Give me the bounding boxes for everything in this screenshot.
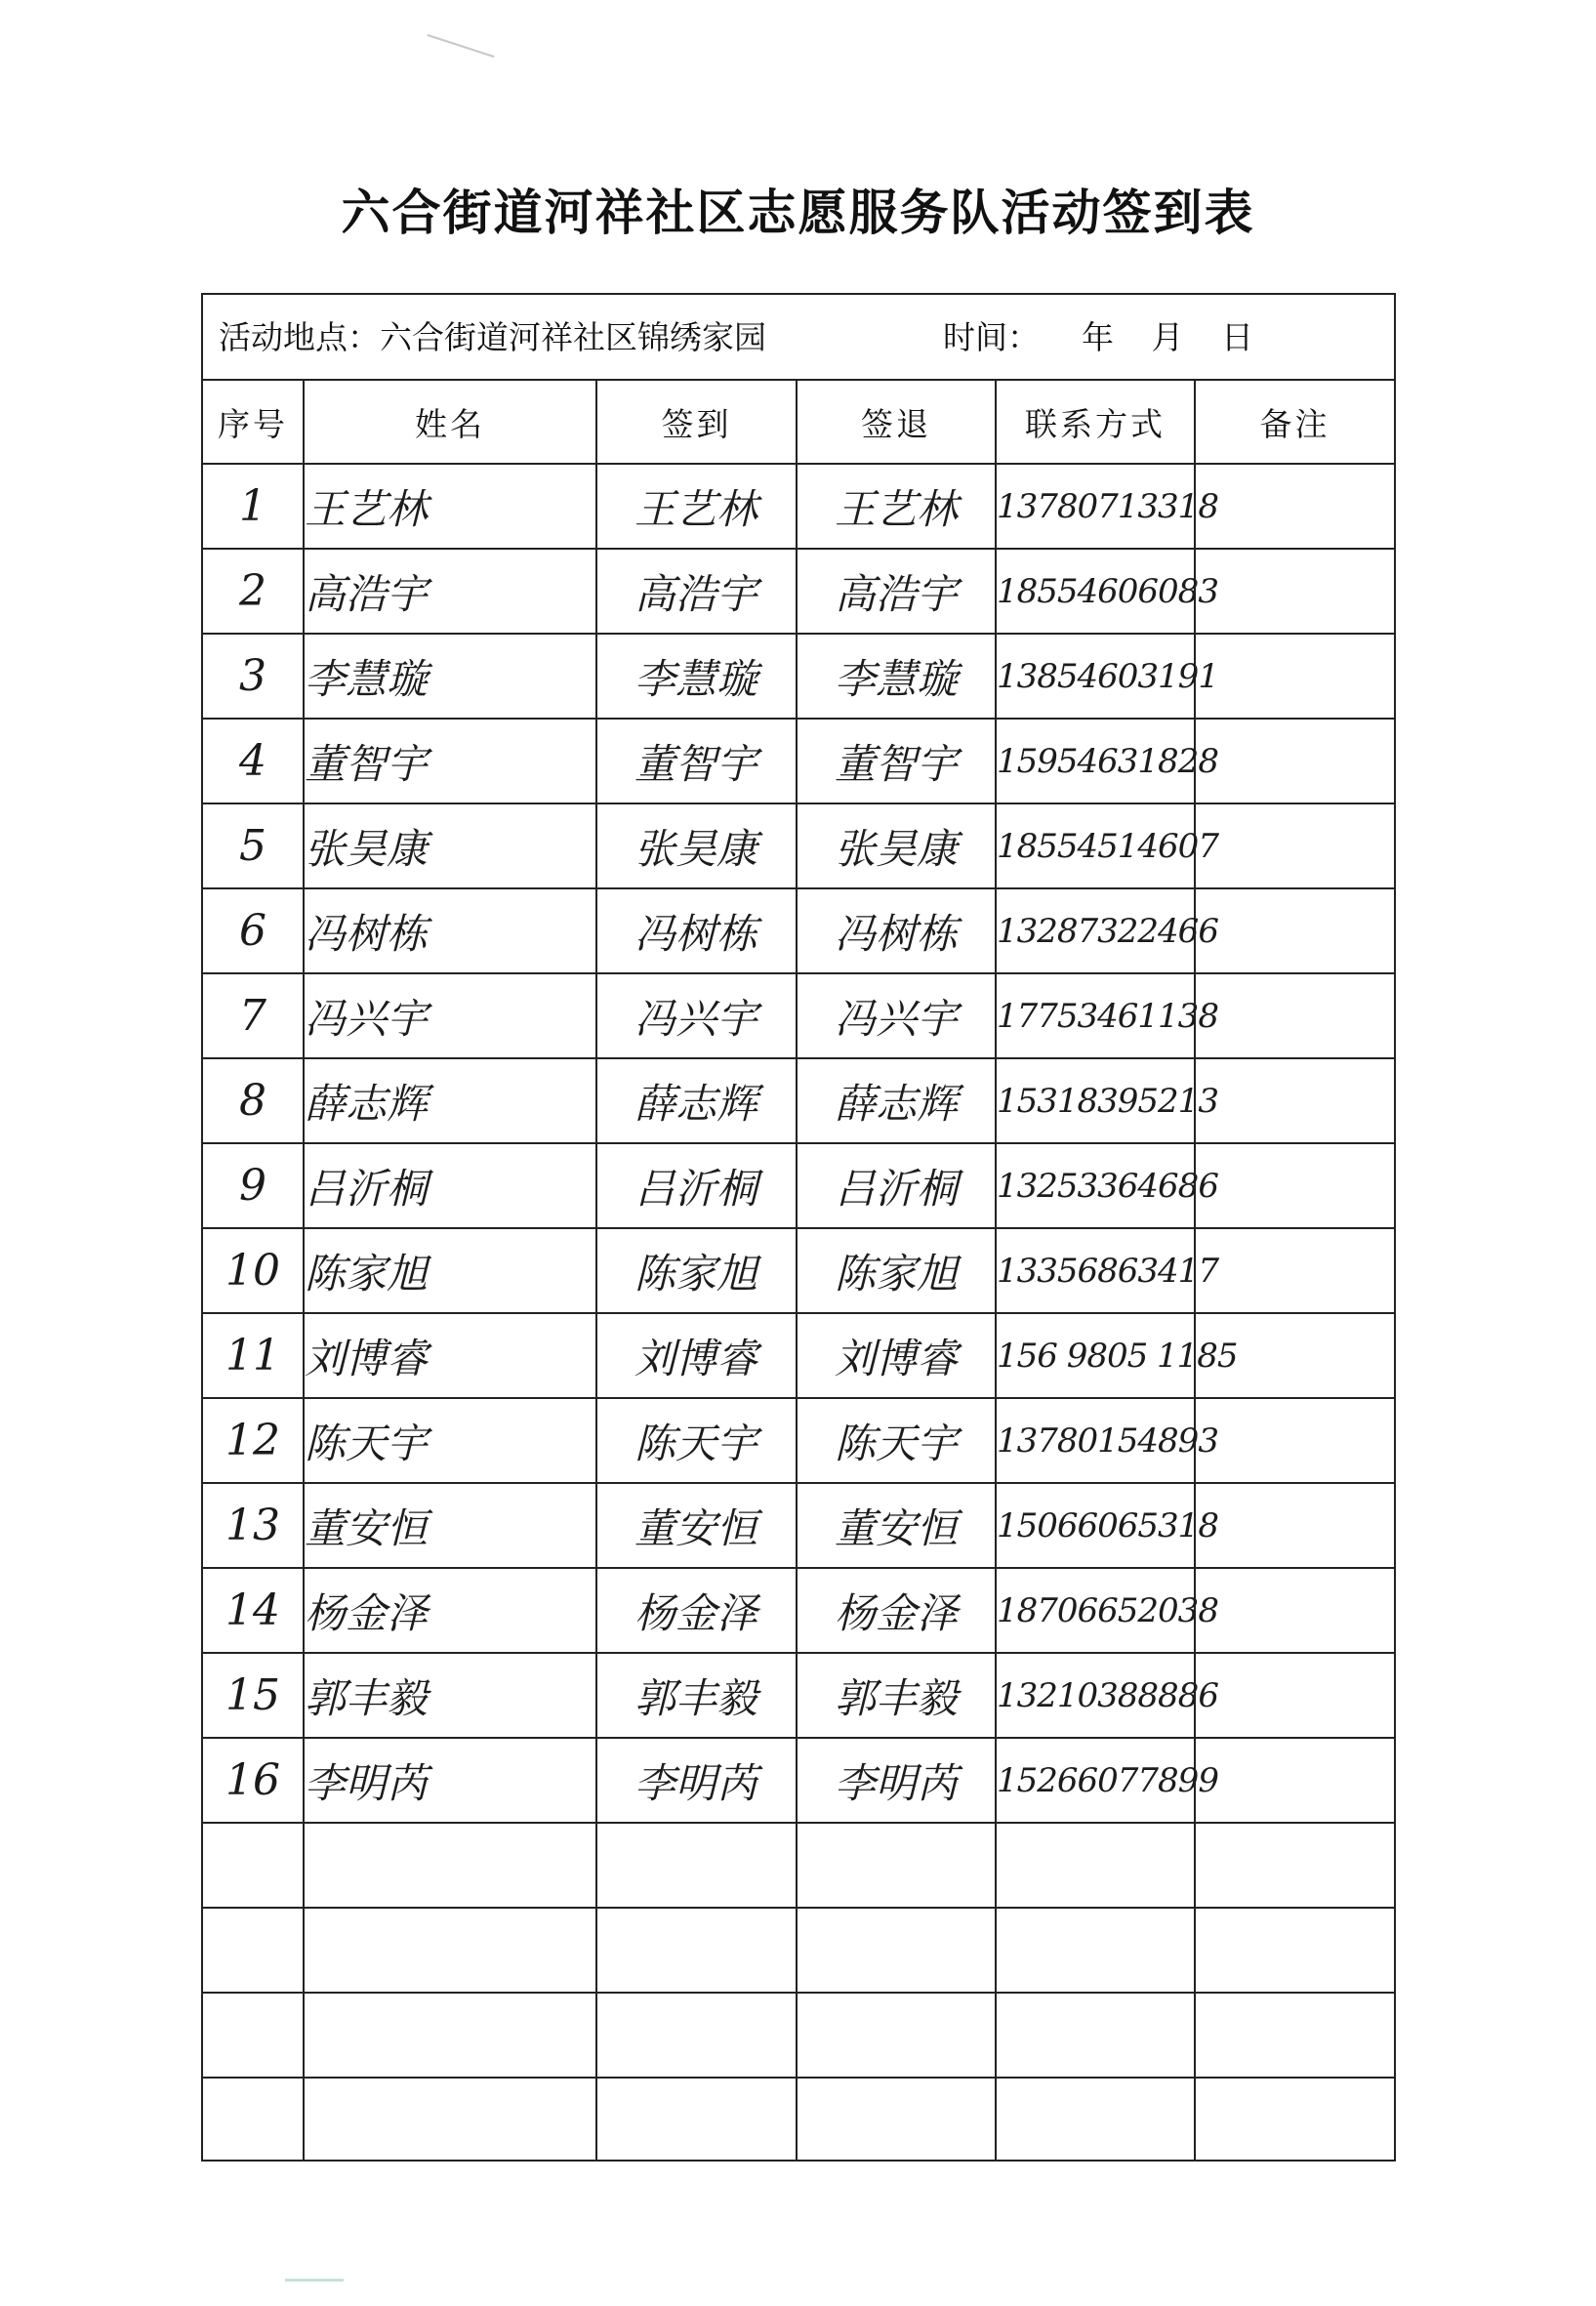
name-cell: 张昊康 <box>304 803 596 888</box>
table-row <box>203 1058 1394 1143</box>
phone-cell: 13287322466 <box>996 888 1195 973</box>
sign-in-cell: 冯兴宇 <box>596 973 797 1058</box>
table-body <box>203 464 1394 2162</box>
row-number <box>203 1993 304 2078</box>
note-cell <box>1195 973 1394 1058</box>
sign-out-cell: 陈天宇 <box>797 1398 996 1483</box>
sign-in-cell: 郭丰毅 <box>596 1653 797 1738</box>
row-number <box>203 1823 304 1908</box>
sign-out-cell <box>797 1993 996 2078</box>
row-number: 12 <box>203 1398 304 1483</box>
scan-mark-bottom <box>285 2279 344 2282</box>
sign-in-cell: 杨金泽 <box>596 1568 797 1653</box>
name-cell: 刘博睿 <box>304 1313 596 1398</box>
row-number: 10 <box>203 1228 304 1313</box>
sign-in-cell: 董智宇 <box>596 719 797 803</box>
header-no: 序号 <box>203 381 304 464</box>
sign-in-cell: 吕沂桐 <box>596 1143 797 1228</box>
sign-out-cell: 董智宇 <box>797 719 996 803</box>
table-row <box>203 719 1394 803</box>
row-number: 13 <box>203 1483 304 1568</box>
sign-in-cell: 冯树栋 <box>596 888 797 973</box>
sign-out-cell: 高浩宇 <box>797 549 996 634</box>
name-cell: 董安恒 <box>304 1483 596 1568</box>
sign-in-cell <box>596 2078 797 2162</box>
phone-cell: 13854603191 <box>996 634 1195 719</box>
note-cell <box>1195 464 1394 549</box>
activity-location: 活动地点：六合街道河祥社区锦绣家园 <box>219 318 766 356</box>
sign-out-cell: 董安恒 <box>797 1483 996 1568</box>
phone-cell: 13253364686 <box>996 1143 1195 1228</box>
sign-out-cell: 冯兴宇 <box>797 973 996 1058</box>
activity-date-label: 年 月 日 <box>1082 318 1253 356</box>
sign-out-cell: 郭丰毅 <box>797 1653 996 1738</box>
note-cell <box>1195 1993 1394 2078</box>
sign-out-cell: 李慧璇 <box>797 634 996 719</box>
table-row <box>203 1568 1394 1653</box>
header-note: 备注 <box>1195 381 1394 464</box>
phone-cell: 13780713318 <box>996 464 1195 549</box>
row-number: 4 <box>203 719 304 803</box>
note-cell <box>1195 888 1394 973</box>
name-cell: 李慧璇 <box>304 634 596 719</box>
sign-in-cell: 陈天宇 <box>596 1398 797 1483</box>
phone-cell: 13356863417 <box>996 1228 1195 1313</box>
row-number: 5 <box>203 803 304 888</box>
page-title: 六合街道河祥社区志愿服务队活动签到表 <box>341 185 1255 241</box>
row-number: 14 <box>203 1568 304 1653</box>
sign-out-cell <box>797 1823 996 1908</box>
scan-mark-top <box>427 34 494 58</box>
phone-cell: 156 9805 1185 <box>996 1313 1195 1398</box>
header-sign-in: 签到 <box>596 381 797 464</box>
name-cell: 王艺林 <box>304 464 596 549</box>
sign-out-cell: 王艺林 <box>797 464 996 549</box>
sign-out-cell: 张昊康 <box>797 803 996 888</box>
phone-cell <box>996 1908 1195 1993</box>
table-row <box>203 2078 1394 2162</box>
table-row <box>203 1483 1394 1568</box>
table-row <box>203 803 1394 888</box>
row-number: 7 <box>203 973 304 1058</box>
note-cell <box>1195 1653 1394 1738</box>
sign-out-cell: 杨金泽 <box>797 1568 996 1653</box>
row-number: 2 <box>203 549 304 634</box>
phone-cell <box>996 2078 1195 2162</box>
name-cell: 冯兴宇 <box>304 973 596 1058</box>
phone-cell: 18554514607 <box>996 803 1195 888</box>
sign-in-cell: 张昊康 <box>596 803 797 888</box>
table-row <box>203 1908 1394 1993</box>
header-contact: 联系方式 <box>996 381 1195 464</box>
note-cell <box>1195 1738 1394 1823</box>
table-row <box>203 464 1394 549</box>
note-cell <box>1195 1908 1394 1993</box>
sign-in-cell <box>596 1908 797 1993</box>
sign-in-cell: 陈家旭 <box>596 1228 797 1313</box>
header-sign-out: 签退 <box>797 381 996 464</box>
name-cell <box>304 1908 596 1993</box>
name-cell: 陈天宇 <box>304 1398 596 1483</box>
table-row <box>203 888 1394 973</box>
header-name: 姓名 <box>304 381 596 464</box>
sign-out-cell: 陈家旭 <box>797 1228 996 1313</box>
phone-cell <box>996 1993 1195 2078</box>
signin-sheet <box>201 293 1396 2162</box>
phone-cell: 18706652038 <box>996 1568 1195 1653</box>
note-cell <box>1195 1823 1394 1908</box>
note-cell <box>1195 1058 1394 1143</box>
sign-out-cell: 冯树栋 <box>797 888 996 973</box>
name-cell: 高浩宇 <box>304 549 596 634</box>
name-cell: 郭丰毅 <box>304 1653 596 1738</box>
note-cell <box>1195 1568 1394 1653</box>
table-row <box>203 1823 1394 1908</box>
name-cell: 冯树栋 <box>304 888 596 973</box>
note-cell <box>1195 1143 1394 1228</box>
sign-in-cell: 刘博睿 <box>596 1313 797 1398</box>
phone-cell: 17753461138 <box>996 973 1195 1058</box>
sign-out-cell: 薛志辉 <box>797 1058 996 1143</box>
table-row <box>203 1653 1394 1738</box>
row-number: 1 <box>203 464 304 549</box>
table-row <box>203 1398 1394 1483</box>
name-cell: 薛志辉 <box>304 1058 596 1143</box>
name-cell: 李明芮 <box>304 1738 596 1823</box>
activity-info-row <box>203 295 1394 381</box>
sign-out-cell: 李明芮 <box>797 1738 996 1823</box>
note-cell <box>1195 1398 1394 1483</box>
sign-out-cell <box>797 1908 996 1993</box>
row-number <box>203 2078 304 2162</box>
row-number: 8 <box>203 1058 304 1143</box>
phone-cell: 18554606083 <box>996 549 1195 634</box>
sign-out-cell: 吕沂桐 <box>797 1143 996 1228</box>
sign-in-cell: 李慧璇 <box>596 634 797 719</box>
table-row <box>203 1993 1394 2078</box>
row-number: 15 <box>203 1653 304 1738</box>
note-cell <box>1195 1483 1394 1568</box>
row-number: 16 <box>203 1738 304 1823</box>
row-number: 9 <box>203 1143 304 1228</box>
sign-in-cell <box>596 1993 797 2078</box>
note-cell <box>1195 719 1394 803</box>
table-row <box>203 1738 1394 1823</box>
table-row <box>203 1228 1394 1313</box>
activity-time-label: 时间： <box>943 318 1040 356</box>
phone-cell: 13210388886 <box>996 1653 1195 1738</box>
phone-cell: 15954631828 <box>996 719 1195 803</box>
name-cell <box>304 2078 596 2162</box>
phone-cell: 15266077899 <box>996 1738 1195 1823</box>
note-cell <box>1195 549 1394 634</box>
sign-in-cell: 薛志辉 <box>596 1058 797 1143</box>
table-row <box>203 634 1394 719</box>
name-cell <box>304 1823 596 1908</box>
sign-out-cell: 刘博睿 <box>797 1313 996 1398</box>
row-number: 6 <box>203 888 304 973</box>
signin-table <box>203 381 1394 2162</box>
name-cell: 吕沂桐 <box>304 1143 596 1228</box>
table-row <box>203 973 1394 1058</box>
phone-cell: 15066065318 <box>996 1483 1195 1568</box>
table-row <box>203 1143 1394 1228</box>
sign-in-cell: 李明芮 <box>596 1738 797 1823</box>
name-cell: 董智宇 <box>304 719 596 803</box>
name-cell <box>304 1993 596 2078</box>
sign-out-cell <box>797 2078 996 2162</box>
row-number <box>203 1908 304 1993</box>
row-number: 3 <box>203 634 304 719</box>
phone-cell <box>996 1823 1195 1908</box>
note-cell <box>1195 803 1394 888</box>
table-row <box>203 1313 1394 1398</box>
table-header-row <box>203 381 1394 464</box>
phone-cell: 13780154893 <box>996 1398 1195 1483</box>
sign-in-cell <box>596 1823 797 1908</box>
note-cell <box>1195 1228 1394 1313</box>
note-cell <box>1195 634 1394 719</box>
row-number: 11 <box>203 1313 304 1398</box>
table-row <box>203 549 1394 634</box>
sign-in-cell: 董安恒 <box>596 1483 797 1568</box>
sign-in-cell: 王艺林 <box>596 464 797 549</box>
name-cell: 杨金泽 <box>304 1568 596 1653</box>
sign-in-cell: 高浩宇 <box>596 549 797 634</box>
name-cell: 陈家旭 <box>304 1228 596 1313</box>
phone-cell: 15318395213 <box>996 1058 1195 1143</box>
note-cell <box>1195 2078 1394 2162</box>
